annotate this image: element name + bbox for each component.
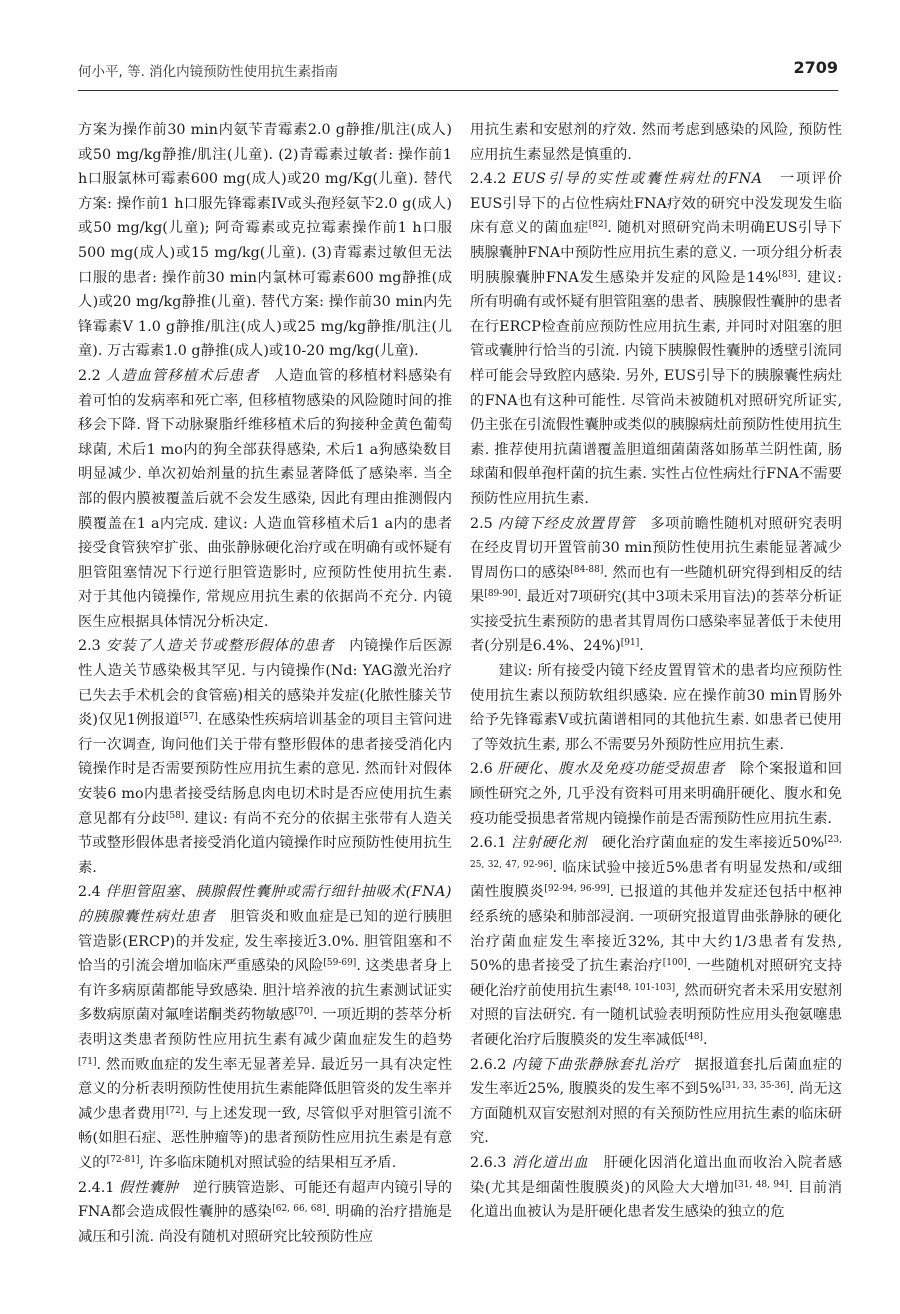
body-text: , 许多临床随机对照试验的结果相互矛盾. <box>139 1154 397 1171</box>
body-text: 据报道套扎后菌血症的发生率近25%, 腹膜炎的发生率不到5% <box>470 1056 843 1098</box>
citation: [71] <box>78 1056 97 1067</box>
paragraph <box>470 757 842 831</box>
section-heading: 安装了人造关节或整形假体的患者 <box>105 638 335 655</box>
citation: [70] <box>294 1007 313 1018</box>
section-heading: 人造血管移植术后患者 <box>105 367 260 384</box>
citation: [62, 66, 68] <box>272 1204 326 1215</box>
body-text: . 一些随机对照研究支持硬化治疗前使用抗生素 <box>470 958 843 999</box>
body-text: 用抗生素和安慰剂的疗效. 然而考虑到感染的风险, 预防性应用抗生素显然是慎重的. <box>470 122 842 163</box>
page-number: 2709 <box>793 58 838 77</box>
section-heading: EUS引导的实性或囊性病灶的FNA <box>512 171 763 188</box>
citation: [58] <box>165 810 185 821</box>
section-heading: 内镜下经皮放置胃管 <box>497 515 636 532</box>
paragraph <box>78 364 452 635</box>
paragraph <box>470 659 842 757</box>
section-heading: 注射硬化剂 <box>511 835 588 852</box>
paragraph <box>470 1053 842 1151</box>
paragraph <box>78 634 452 880</box>
body-text: . 然而败血症的发生率无显著差异. 最近另一具有决定性意义的分析表明预防性使用抗生素能降低胆管炎的发生率并减少患者费用 <box>78 1056 452 1122</box>
citation: [89-90] <box>484 589 518 600</box>
body-text: 胆管炎和败血症是已知的逆行胰胆管造影(ERCP)的并发症, 发生率接近3.0%. 胆管阻塞和不恰当的引流会增加临床严重感染的风险 <box>78 909 453 975</box>
citation: [100] <box>662 958 687 969</box>
paragraph <box>470 167 842 511</box>
citation: [72-81] <box>106 1154 140 1165</box>
section-heading: 内镜下曲张静脉套扎治疗 <box>511 1056 680 1073</box>
body-text: 方案为操作前30 min内氨苄青霉素2.0 g静推/肌注(成人)或50 mg/kg静推/肌注(儿童). (2)青霉素过敏者: 操作前1 h口服氯林可霉素600 mg(成人)或20 mg/Kg(儿童). 替代方案: 操作前1 h口服先锋霉素IV或头孢羟氨苄2.0 g(成人)或50 mg/kg(儿童); 阿奇霉素或克拉霉素操作前1 h口服500 mg(成人)或15 mg/kg(儿童). (3)青霉素过敏但无法口服的患者: 操作前30 min内氯林可霉素600 mg静推(成人)或20 mg/kg静推(儿童). 替代方案: 操作前30 min内先锋霉素V 1.0 g静推/肌注(成人)或25 mg/kg静推/肌注(儿童). 万古霉素1.0 g静推(成人)或10-20 mg/kg(儿童). <box>78 122 452 360</box>
body-text: 人造血管的移植材料感染有着可怕的发病率和死亡率, 但移植物感染的风险随时间的推移会下降. 肾下动脉聚脂纤维移植术后的狗接种金黄色葡萄球菌, 术后1 mo内的狗全部获得感染, 术后1 a狗感染数目明显减少. 单次初始剂量的抗生素显著降低了感染率. 当全部的假内膜被覆盖后就不会发生感染, 因此有理由推测假内膜覆盖在1 a内完成. 建议: 人造血管移植术后1 a内的患者接受食管狭窄扩张、曲张静脉硬化治疗或在明确有或怀疑有胆管阻塞情况下行逆行胆管造影时, 应预防性使用抗生素. 对于其他内镜操作, 常规应用抗生素的依据尚不充分. 内镜医生应根据具体情况分析决定. <box>78 367 453 630</box>
section-number: 2.4 <box>78 884 106 901</box>
left-column <box>78 118 452 1249</box>
running-head: 何小平, 等. 消化内镜预防性使用抗生素指南 <box>78 64 339 80</box>
section-number: 2.5 <box>470 515 498 532</box>
section-number: 2.6 <box>470 761 498 778</box>
body-text: . 建议: 有尚不充分的依据主张带有人造关节或整形假体患者接受消化道内镜操作时应预防性使用抗生素. <box>78 810 452 876</box>
section-heading: 消化道出血 <box>511 1154 589 1171</box>
citation: [31, 33, 35-36] <box>721 1081 790 1092</box>
paragraph <box>78 880 452 1175</box>
citation: [72] <box>165 1105 185 1116</box>
body-text: 多项前瞻性随机对照研究表明在经皮胃切开置管前30 min预防性使用抗生素能显著减少胃周伤口的感染 <box>470 515 842 581</box>
citation: [48] <box>684 1031 703 1042</box>
section-number: 2.6.1 <box>470 835 512 852</box>
right-column <box>470 118 842 1225</box>
body-text: 内镜操作后医源性人造关节感染极其罕见. 与内镜操作(Nd: YAG激光治疗已失去手术机会的食管癌)相关的感染并发症(化脓性膝关节炎)仅见1例报道 <box>78 638 452 729</box>
citation: [91] <box>620 638 640 649</box>
section-heading: 假性囊肿 <box>119 1179 179 1196</box>
body-text: . 与上述发现一致, 尽管似乎对胆管引流不畅(如胆石症、恶性肿瘤等)的患者预防性应用抗生素是有意义的 <box>78 1105 452 1171</box>
paragraph <box>78 118 452 364</box>
body-text: . 临床试验中接近5%患者有明显发热和/或细菌性腹膜炎 <box>470 859 842 901</box>
body-text: 硬化治疗菌血症的发生率接近50% <box>601 835 825 852</box>
body-text: . <box>639 638 644 655</box>
section-number: 2.6.3 <box>470 1154 512 1171</box>
body-text: 逆行胰管造影、可能还有超声内镜引导的FNA都会造成假性囊肿的感染 <box>78 1179 453 1221</box>
section-number: 2.6.2 <box>470 1056 512 1073</box>
body-text: . 目前消化道出血被认为是肝硬化患者发生感染的独立的危 <box>470 1179 842 1221</box>
citation: [31, 48, 94] <box>734 1179 789 1190</box>
body-text: . 一项近期的荟萃分析表明这类患者预防性应用抗生素有减少菌血症发生的趋势 <box>78 1007 452 1048</box>
page-header <box>78 54 838 91</box>
citation: [82] <box>588 220 608 231</box>
section-heading: 肝硬化、腹水及免疫功能受损患者 <box>497 761 726 778</box>
citation: [23, 25, 32, 47, 92-96] <box>470 835 842 870</box>
paragraph <box>78 1176 452 1250</box>
section-heading: 伴胆管阻塞、胰腺假性囊肿或需行细针抽吸术(FNA)的胰腺囊性病灶患者 <box>78 884 452 925</box>
section-number: 2.2 <box>78 367 106 384</box>
body-text: . 这类患者身上有许多病原菌都能导致感染. 胆汁培养液的抗生素测试证实多数病原菌对氟喹诺酮类药物敏感 <box>78 958 452 1024</box>
section-number: 2.3 <box>78 638 106 655</box>
paragraph <box>470 512 842 660</box>
body-text: , 然而研究者未采用安慰剂对照的盲法研究. 有一随机试验表明预防性应用头孢氨噻患者硬化治疗后腹膜炎的发生率减低 <box>470 982 843 1048</box>
body-text: . 尚无这方面随机双盲安慰剂对照的有关预防性应用抗生素的临床研究. <box>470 1081 842 1147</box>
paragraph <box>470 831 842 1052</box>
citation: [48, 101-103] <box>613 982 676 993</box>
body-text: . 随机对照研究尚未明确EUS引导下胰腺囊肿FNA中预防性应用抗生素的意义. 一项分组分析表明胰腺囊肿FNA发生感染并发症的风险是14% <box>470 220 843 286</box>
section-number: 2.4.1 <box>78 1179 120 1196</box>
paragraph <box>470 1151 842 1225</box>
body-text: . 最近对7项研究(其中3项未采用盲法)的荟萃分析证实接受抗生素预防的患者其胃周伤口感染率显著低于未使用者(分别是6.4%、24%) <box>470 589 842 655</box>
body-text: 肝硬化因消化道出血而收治入院者感染(尤其是细菌性腹膜炎)的风险大大增加 <box>470 1154 843 1196</box>
citation: [84-88] <box>570 564 604 575</box>
citation: [59-69] <box>323 958 357 969</box>
body-text: 建议: 所有接受内镜下经皮置胃管术的患者均应预防性使用抗生素以预防软组织感染. 应在操作前30 min胃肠外给予先锋霉素V或抗菌谱相同的其他抗生素. 如患者已使用了等效抗生素, 那么不需要另外预防性应用抗生素. <box>470 663 842 753</box>
body-text: . 在感染性疾病培训基金的项目主管问进行一次调查, 询问他们关于带有整形假体的患者接受消化内镜操作时是否需要预防性应用抗生素的意见. 然而针对假体安装6 mo内患者接受结肠息肉电切术时是否应使用抗生素意见都有分歧 <box>78 712 452 827</box>
body-text: 除个案报道和回顾性研究之外, 几乎没有资料可用来明确肝硬化、腹水和免疫功能受损患者常规内镜操作前是否需预防性应用抗生素. <box>470 761 843 827</box>
section-number: 2.4.2 <box>470 171 513 188</box>
citation: [92-94, 96-99] <box>544 884 610 895</box>
citation: [57] <box>179 712 198 723</box>
citation: [83] <box>778 269 797 280</box>
body-text: . 明确的治疗措施是减压和引流. 尚没有随机对照研究比较预防性应 <box>78 1204 453 1245</box>
body-text: 一项评价EUS引导下的占位性病灶FNA疗效的研究中没发现发生临床有意义的菌血症 <box>470 171 842 237</box>
body-text: . 建议: 所有明确有或怀疑有胆管阻塞的患者、胰腺假性囊肿的患者在行ERCP检查前应预防性应用抗生素, 并同时对阻塞的胆管或囊肿行恰当的引流. 内镜下胰腺假性囊肿的透壁引流同样可能会导致腔内感染. 另外, EUS引导下的胰腺囊性病灶的FNA也有这种可能性. 尽管尚未被随机对照研究所证实, 仍主张在引流假性囊肿或类似的胰腺病灶前预防性使用抗生素. 推荐使用抗菌谱覆盖胆道细菌菌落如肠革兰阴性菌, 肠球菌和假单孢杆菌的抗生素. 实性占位性病灶行FNA不需要预防性应用抗生素. <box>470 269 843 507</box>
body-text: . 已报道的其他并发症还包括中枢神经系统的感染和肺部浸润. 一项研究报道胃曲张静脉的硬化治疗菌血症发生率接近32%, 其中大约1/3患者有发热, 50%的患者接受了抗生素治疗 <box>470 884 843 975</box>
body-text: . <box>702 1031 708 1048</box>
paragraph <box>470 118 842 167</box>
body-text: . 然而也有一些随机研究得到相反的结果 <box>470 564 842 606</box>
